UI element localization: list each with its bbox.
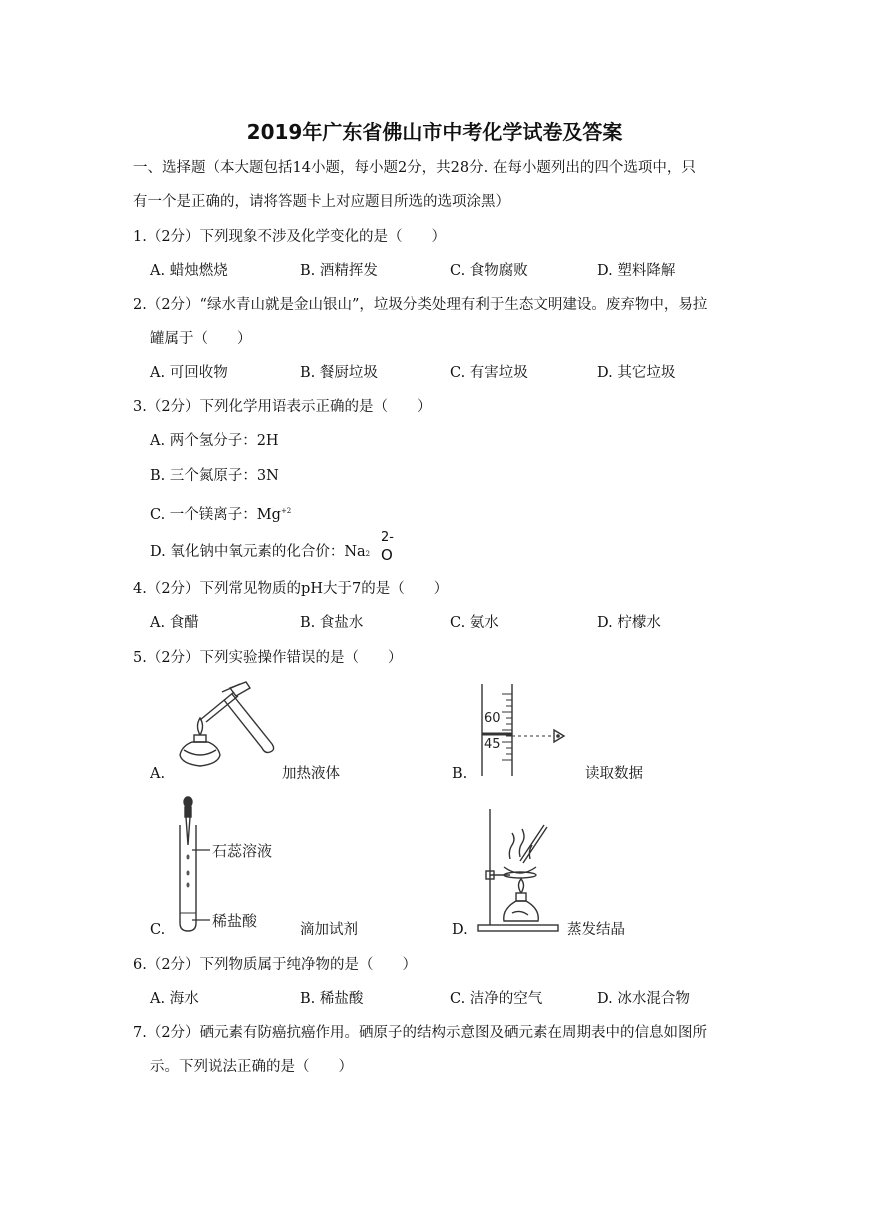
- section-intro-line1: 一、选择题（本大题包括14小题，每小题2分，共28分. 在每小题列出的四个选项中，只: [133, 160, 696, 176]
- cylinder-mark-60: 60: [484, 711, 501, 726]
- q2-option-d: D. 其它垃圾: [597, 365, 676, 381]
- q7-stem-line1: 7.（2分）硒元素有防癌抗癌作用。硒原子的结构示意图及硒元素在周期表中的信息如图所: [133, 1025, 708, 1041]
- q6-option-b: B. 稀盐酸: [300, 991, 364, 1007]
- q1-option-d: D. 塑料降解: [597, 263, 676, 279]
- q3-stem: 3.（2分）下列化学用语表示正确的是（ ）: [133, 399, 432, 415]
- q5-option-c-caption: 滴加试剂: [300, 922, 358, 938]
- q5-option-a-letter: A.: [150, 766, 166, 782]
- label-dilute-hcl: 稀盐酸: [212, 912, 258, 930]
- q2-stem-line2: 罐属于（ ）: [150, 331, 252, 347]
- q4-option-d: D. 柠檬水: [597, 615, 661, 631]
- eye-icon: [554, 730, 564, 742]
- section-intro-line2: 有一个是正确的，请将答题卡上对应题目所选的选项涂黑）: [133, 194, 510, 210]
- q5-option-b-caption: 读取数据: [585, 766, 643, 782]
- q7-stem-line2: 示。下列说法正确的是（ ）: [150, 1059, 353, 1075]
- q5-option-b-letter: B.: [452, 766, 468, 782]
- q3-option-d: [150, 542, 370, 564]
- q2-option-b: B. 餐厨垃圾: [300, 365, 378, 381]
- evaporation-apparatus-figure: [476, 805, 566, 935]
- q5-stem: 5.（2分）下列实验操作错误的是（ ）: [133, 650, 403, 666]
- q5-option-d-caption: 蒸发结晶: [567, 922, 625, 938]
- q3-valence-element: O: [381, 546, 393, 564]
- label-litmus-solution: 石蕊溶液: [212, 842, 273, 860]
- q6-option-d: D. 冰水混合物: [597, 991, 690, 1007]
- q6-option-c: C. 洁净的空气: [450, 991, 543, 1007]
- q4-option-b: B. 食盐水: [300, 615, 364, 631]
- q4-stem: 4.（2分）下列常见物质的pH大于7的是（ ）: [133, 581, 449, 597]
- q1-option-a: A. 蜡烛燃烧: [150, 263, 228, 279]
- q5-option-a-caption: 加热液体: [282, 766, 340, 782]
- q3-option-d-text: D. 氧化钠中氧元素的化合价：Na: [150, 544, 366, 560]
- q3-option-b: B. 三个氮原子：3N: [150, 468, 279, 484]
- q3-option-d-subscript: 2: [365, 550, 371, 558]
- heating-liquid-figure: [172, 680, 282, 780]
- q2-option-a: A. 可回收物: [150, 365, 228, 381]
- cylinder-mark-45: 45: [484, 737, 501, 752]
- q1-option-c: C. 食物腐败: [450, 263, 528, 279]
- graduated-cylinder-figure: [478, 682, 568, 778]
- q5-option-c-letter: C.: [150, 922, 166, 938]
- q1-option-b: B. 酒精挥发: [300, 263, 378, 279]
- dropper-test-tube-figure: [172, 795, 287, 935]
- q3-option-c: [150, 501, 291, 525]
- q3-option-c-charge: +2: [280, 507, 292, 515]
- q2-stem-line1: 2.（2分）“绿水青山就是金山银山”，垃圾分类处理有利于生态文明建设。废弃物中，易拉: [133, 297, 708, 313]
- q5-option-d-letter: D.: [452, 922, 468, 938]
- q4-option-c: C. 氨水: [450, 615, 499, 631]
- q1-stem: 1.（2分）下列现象不涉及化学变化的是（ ）: [133, 229, 447, 245]
- q3-valence-mark: 2-: [381, 530, 394, 545]
- q6-stem: 6.（2分）下列物质属于纯净物的是（ ）: [133, 957, 418, 973]
- q3-option-a: A. 两个氢分子：2H: [150, 433, 279, 449]
- q2-option-c: C. 有害垃圾: [450, 365, 528, 381]
- q6-option-a: A. 海水: [150, 991, 199, 1007]
- q3-option-c-text: C. 一个镁离子：Mg: [150, 507, 281, 523]
- page-title: 2019年广东省佛山市中考化学试卷及答案: [246, 120, 623, 144]
- q4-option-a: A. 食醋: [150, 615, 199, 631]
